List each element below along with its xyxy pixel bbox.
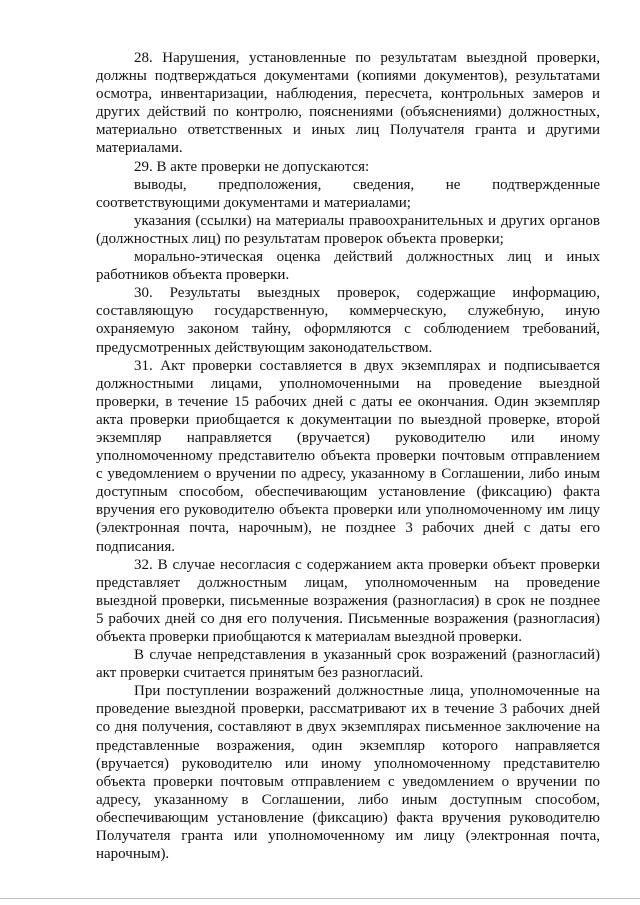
text-line: В случае непредставления в указанный срок возражений (разногласий) xyxy=(134,647,600,664)
text-line: охраняемую законом тайну, оформляются с соблюдением требований, xyxy=(96,321,600,338)
text-line: объекта проверки почтовым отправлением с уведомлением о вручении по xyxy=(96,773,600,790)
text-line: морально-этическая оценка действий должностных лиц и иных xyxy=(134,249,600,266)
text-line: адресу, указанному в Соглашении, либо иным доступным способом, xyxy=(96,791,600,808)
text-line: нарочным). xyxy=(96,846,170,863)
text-line: соответствующими документами и материалами; xyxy=(96,194,411,211)
text-line: представляет должностным лицам, уполномоченным на проведение xyxy=(96,574,600,591)
document-body xyxy=(96,49,600,863)
scan-edge-line xyxy=(0,898,640,899)
text-line: осмотра, инвентаризации, наблюдения, пересчета, контрольных замеров и xyxy=(96,86,600,103)
text-line: предусмотренных действующим законодательством. xyxy=(96,339,433,356)
text-line: 29. В акте проверки не допускаются: xyxy=(134,158,370,175)
text-line: со дня получения, составляют в двух экземплярах письменное заключение на xyxy=(96,719,600,736)
text-line: подписания. xyxy=(96,538,175,555)
text-line: (вручается) руководителю или иному уполномоченному представителю xyxy=(96,755,600,772)
text-line: работников объекта проверки. xyxy=(96,267,290,284)
text-line: (электронная почта, нарочным), не позднее 3 рабочих дней с даты его xyxy=(96,520,600,537)
text-line: с уведомлением о вручении по адресу, указанному в Соглашении, либо иным xyxy=(96,466,600,483)
text-line: 30. Результаты выездных проверок, содержащие информацию, xyxy=(134,285,600,302)
text-line: материально ответственных и иных лиц Получателя гранта и другими xyxy=(96,122,600,139)
text-line: экземпляр направляется (вручается) руководителю или иному xyxy=(96,429,600,446)
text-line: составляющую государственную, коммерческую, служебную, иную xyxy=(96,303,600,320)
text-line: акта проверки приобщается к документации по выездной проверке, второй xyxy=(96,411,600,428)
text-line: уполномоченному представителю объекта проверки почтовым отправлением xyxy=(96,448,600,465)
text-line: должны подтверждаться документами (копиями документов), результатами xyxy=(96,68,600,85)
text-line: При поступлении возражений должностные лица, уполномоченные на xyxy=(134,683,600,700)
text-line: материалами. xyxy=(96,140,183,157)
text-line: обеспечивающим установление (фиксацию) факта вручения руководителю xyxy=(96,809,600,826)
text-line: выездной проверки, письменные возражения (разногласия) в срок не позднее xyxy=(96,592,600,609)
text-line: 28. Нарушения, установленные по результатам выездной проверки, xyxy=(134,50,600,66)
text-line: представленные возражения, один экземпляр которого направляется xyxy=(96,737,600,754)
text-line: Получателя гранта или уполномоченному им лицу (электронная почта, xyxy=(96,828,600,845)
text-line: объекта проверки приобщаются к материалам выездной проверки. xyxy=(96,629,523,645)
text-line: указания (ссылки) на материалы правоохранительных и других органов xyxy=(134,212,600,229)
text-line: вручения его руководителю объекта проверки или уполномоченному им лицу xyxy=(96,502,600,519)
text-line: доступным способом, обеспечивающим установление (фиксацию) факта xyxy=(96,484,600,501)
text-line: должностными лицами, уполномоченными на проведение выездной xyxy=(96,375,600,392)
text-line: выводы, предположения, сведения, не подтвержденные xyxy=(134,176,600,193)
text-line: 32. В случае несогласия с содержанием акта проверки объект проверки xyxy=(134,556,600,573)
text-line: 5 рабочих дней со дня его получения. Письменные возражения (разногласия) xyxy=(96,610,600,627)
text-line: проведение выездной проверки, рассматривают их в течение 3 рабочих дней xyxy=(96,701,600,718)
text-line: других действий по контролю, пояснениями (объяснениями) должностных, xyxy=(96,104,600,121)
text-line: 31. Акт проверки составляется в двух экземплярах и подписывается xyxy=(134,357,600,374)
text-line: проверки, в течение 15 рабочих дней с даты ее окончания. Один экземпляр xyxy=(96,393,600,410)
text-line: акт проверки считается принятым без разногласий. xyxy=(96,665,424,682)
text-line: (должностных лиц) по результатам проверок объекта проверки; xyxy=(96,230,504,247)
